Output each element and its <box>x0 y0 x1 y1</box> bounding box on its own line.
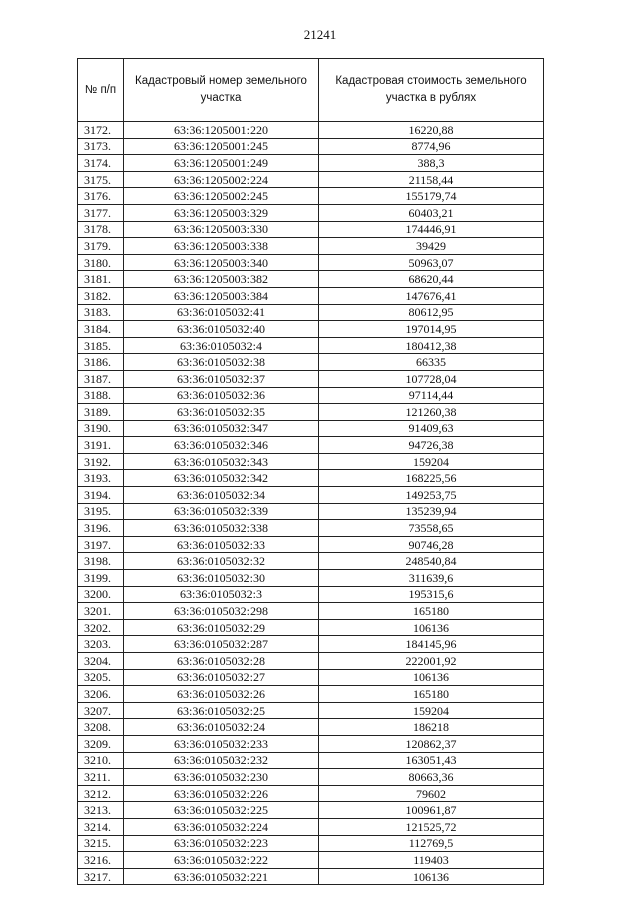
cell-row-number: 3187. <box>78 370 124 387</box>
cell-row-number: 3172. <box>78 122 124 139</box>
cell-row-number: 3191. <box>78 437 124 454</box>
cadastral-value-table <box>77 58 544 885</box>
table-body <box>78 122 544 885</box>
cell-cadastral-value: 222001,92 <box>319 653 544 670</box>
table-row <box>78 785 544 802</box>
cell-cadastral-value: 121260,38 <box>319 404 544 421</box>
table-header <box>78 59 544 122</box>
cell-cadastral-value: 66335 <box>319 354 544 371</box>
cell-cadastral-number: 63:36:0105032:41 <box>124 304 319 321</box>
cell-cadastral-number: 63:36:0105032:28 <box>124 653 319 670</box>
cell-row-number: 3184. <box>78 321 124 338</box>
cell-row-number: 3181. <box>78 271 124 288</box>
cell-cadastral-value: 174446,91 <box>319 221 544 238</box>
cell-row-number: 3199. <box>78 570 124 587</box>
cell-cadastral-value: 94726,38 <box>319 437 544 454</box>
cell-cadastral-value: 184145,96 <box>319 636 544 653</box>
cell-row-number: 3208. <box>78 719 124 736</box>
table-row <box>78 669 544 686</box>
cell-row-number: 3203. <box>78 636 124 653</box>
cell-cadastral-number: 63:36:0105032:223 <box>124 835 319 852</box>
cell-cadastral-number: 63:36:0105032:225 <box>124 802 319 819</box>
cell-row-number: 3209. <box>78 735 124 752</box>
cell-cadastral-value: 159204 <box>319 453 544 470</box>
cell-cadastral-number: 63:36:0105032:26 <box>124 686 319 703</box>
cell-cadastral-number: 63:36:0105032:222 <box>124 852 319 869</box>
table-row <box>78 453 544 470</box>
table-row <box>78 171 544 188</box>
cell-cadastral-value: 106136 <box>319 619 544 636</box>
cell-cadastral-value: 248540,84 <box>319 553 544 570</box>
cell-cadastral-number: 63:36:0105032:36 <box>124 387 319 404</box>
table-row <box>78 852 544 869</box>
cell-cadastral-value: 135239,94 <box>319 503 544 520</box>
cell-cadastral-value: 8774,96 <box>319 138 544 155</box>
cell-cadastral-value: 147676,41 <box>319 287 544 304</box>
table-row <box>78 238 544 255</box>
table-row <box>78 337 544 354</box>
table-row <box>78 802 544 819</box>
cell-cadastral-value: 112769,5 <box>319 835 544 852</box>
cell-cadastral-number: 63:36:1205002:245 <box>124 188 319 205</box>
cell-row-number: 3178. <box>78 221 124 238</box>
table-row <box>78 636 544 653</box>
cell-cadastral-number: 63:36:0105032:25 <box>124 702 319 719</box>
cell-cadastral-value: 159204 <box>319 702 544 719</box>
cell-cadastral-number: 63:36:0105032:338 <box>124 520 319 537</box>
table-row <box>78 686 544 703</box>
cell-row-number: 3205. <box>78 669 124 686</box>
cell-cadastral-number: 63:36:0105032:343 <box>124 453 319 470</box>
table-row <box>78 702 544 719</box>
cell-cadastral-value: 106136 <box>319 868 544 885</box>
cell-cadastral-value: 60403,21 <box>319 204 544 221</box>
cell-cadastral-number: 63:36:0105032:3 <box>124 586 319 603</box>
header-cadastral-number: Кадастровый номер земельного участка <box>124 59 319 122</box>
cell-cadastral-value: 149253,75 <box>319 487 544 504</box>
cell-row-number: 3202. <box>78 619 124 636</box>
table-row <box>78 536 544 553</box>
table-row <box>78 271 544 288</box>
cell-cadastral-number: 63:36:0105032:37 <box>124 370 319 387</box>
cell-row-number: 3204. <box>78 653 124 670</box>
cell-cadastral-value: 168225,56 <box>319 470 544 487</box>
table-row <box>78 735 544 752</box>
cell-cadastral-value: 165180 <box>319 603 544 620</box>
cell-cadastral-number: 63:36:0105032:346 <box>124 437 319 454</box>
table-row <box>78 420 544 437</box>
cell-row-number: 3176. <box>78 188 124 205</box>
table-row <box>78 188 544 205</box>
table-row <box>78 254 544 271</box>
cell-row-number: 3197. <box>78 536 124 553</box>
cell-cadastral-number: 63:36:0105032:40 <box>124 321 319 338</box>
table-row <box>78 221 544 238</box>
table-row <box>78 835 544 852</box>
table-row <box>78 155 544 172</box>
cell-row-number: 3180. <box>78 254 124 271</box>
cell-cadastral-value: 50963,07 <box>319 254 544 271</box>
cell-cadastral-value: 197014,95 <box>319 321 544 338</box>
table-row <box>78 553 544 570</box>
cell-row-number: 3198. <box>78 553 124 570</box>
cell-row-number: 3182. <box>78 287 124 304</box>
cell-row-number: 3173. <box>78 138 124 155</box>
cell-cadastral-value: 80663,36 <box>319 769 544 786</box>
cell-row-number: 3183. <box>78 304 124 321</box>
cell-row-number: 3196. <box>78 520 124 537</box>
cell-cadastral-number: 63:36:0105032:38 <box>124 354 319 371</box>
table-row <box>78 653 544 670</box>
cell-row-number: 3177. <box>78 204 124 221</box>
cell-row-number: 3211. <box>78 769 124 786</box>
cell-cadastral-number: 63:36:0105032:287 <box>124 636 319 653</box>
cell-cadastral-number: 63:36:1205003:384 <box>124 287 319 304</box>
cell-cadastral-value: 163051,43 <box>319 752 544 769</box>
cell-cadastral-value: 120862,37 <box>319 735 544 752</box>
cell-cadastral-number: 63:36:1205003:340 <box>124 254 319 271</box>
table-row <box>78 619 544 636</box>
table-row <box>78 470 544 487</box>
cell-cadastral-value: 180412,38 <box>319 337 544 354</box>
cell-row-number: 3192. <box>78 453 124 470</box>
cell-cadastral-value: 311639,6 <box>319 570 544 587</box>
table-row <box>78 769 544 786</box>
table-row <box>78 868 544 885</box>
cell-cadastral-value: 80612,95 <box>319 304 544 321</box>
cell-cadastral-value: 195315,6 <box>319 586 544 603</box>
table-row <box>78 304 544 321</box>
cell-cadastral-number: 63:36:1205003:338 <box>124 238 319 255</box>
table-row <box>78 321 544 338</box>
table-row <box>78 520 544 537</box>
cell-cadastral-value: 121525,72 <box>319 818 544 835</box>
cell-cadastral-number: 63:36:0105032:339 <box>124 503 319 520</box>
table-row <box>78 752 544 769</box>
table-row <box>78 404 544 421</box>
cell-cadastral-value: 119403 <box>319 852 544 869</box>
cell-row-number: 3217. <box>78 868 124 885</box>
table-row <box>78 818 544 835</box>
cell-cadastral-number: 63:36:0105032:4 <box>124 337 319 354</box>
cell-row-number: 3206. <box>78 686 124 703</box>
cell-cadastral-number: 63:36:1205003:382 <box>124 271 319 288</box>
cell-row-number: 3216. <box>78 852 124 869</box>
cell-row-number: 3189. <box>78 404 124 421</box>
cell-cadastral-number: 63:36:1205001:220 <box>124 122 319 139</box>
cell-row-number: 3201. <box>78 603 124 620</box>
table-row <box>78 719 544 736</box>
table-row <box>78 387 544 404</box>
cell-cadastral-value: 73558,65 <box>319 520 544 537</box>
cell-row-number: 3215. <box>78 835 124 852</box>
cell-row-number: 3207. <box>78 702 124 719</box>
cell-cadastral-number: 63:36:1205003:329 <box>124 204 319 221</box>
cell-cadastral-number: 63:36:0105032:232 <box>124 752 319 769</box>
cell-row-number: 3214. <box>78 818 124 835</box>
cell-cadastral-value: 90746,28 <box>319 536 544 553</box>
cell-cadastral-number: 63:36:1205001:245 <box>124 138 319 155</box>
cell-row-number: 3194. <box>78 487 124 504</box>
table-row <box>78 122 544 139</box>
cell-cadastral-number: 63:36:1205001:249 <box>124 155 319 172</box>
table-row <box>78 487 544 504</box>
cell-cadastral-number: 63:36:0105032:342 <box>124 470 319 487</box>
cell-cadastral-number: 63:36:0105032:27 <box>124 669 319 686</box>
cell-row-number: 3190. <box>78 420 124 437</box>
cell-cadastral-number: 63:36:1205002:224 <box>124 171 319 188</box>
cell-cadastral-value: 388,3 <box>319 155 544 172</box>
cell-cadastral-value: 39429 <box>319 238 544 255</box>
cell-cadastral-number: 63:36:0105032:224 <box>124 818 319 835</box>
cell-cadastral-number: 63:36:0105032:226 <box>124 785 319 802</box>
cell-cadastral-value: 186218 <box>319 719 544 736</box>
cell-cadastral-value: 100961,87 <box>319 802 544 819</box>
cell-row-number: 3185. <box>78 337 124 354</box>
table-row <box>78 204 544 221</box>
cell-cadastral-number: 63:36:0105032:221 <box>124 868 319 885</box>
table-row <box>78 570 544 587</box>
cell-cadastral-number: 63:36:0105032:29 <box>124 619 319 636</box>
cell-cadastral-value: 79602 <box>319 785 544 802</box>
cell-row-number: 3179. <box>78 238 124 255</box>
cell-row-number: 3195. <box>78 503 124 520</box>
cell-cadastral-number: 63:36:0105032:233 <box>124 735 319 752</box>
cell-cadastral-value: 97114,44 <box>319 387 544 404</box>
cell-cadastral-value: 91409,63 <box>319 420 544 437</box>
cell-cadastral-number: 63:36:0105032:34 <box>124 487 319 504</box>
cell-cadastral-value: 107728,04 <box>319 370 544 387</box>
cell-row-number: 3186. <box>78 354 124 371</box>
table-row <box>78 603 544 620</box>
cell-cadastral-number: 63:36:0105032:347 <box>124 420 319 437</box>
table-row <box>78 287 544 304</box>
header-row <box>78 59 544 122</box>
cell-row-number: 3188. <box>78 387 124 404</box>
table-row <box>78 586 544 603</box>
header-cadastral-value: Кадастровая стоимость земельного участка в рублях <box>319 59 544 122</box>
cell-cadastral-number: 63:36:1205003:330 <box>124 221 319 238</box>
cell-cadastral-value: 21158,44 <box>319 171 544 188</box>
cell-cadastral-number: 63:36:0105032:33 <box>124 536 319 553</box>
cell-cadastral-value: 165180 <box>319 686 544 703</box>
cell-row-number: 3213. <box>78 802 124 819</box>
cell-cadastral-number: 63:36:0105032:230 <box>124 769 319 786</box>
cell-cadastral-value: 106136 <box>319 669 544 686</box>
page-number: 21241 <box>303 27 337 42</box>
cell-row-number: 3212. <box>78 785 124 802</box>
table-row <box>78 138 544 155</box>
table-row <box>78 370 544 387</box>
cell-cadastral-value: 68620,44 <box>319 271 544 288</box>
cell-cadastral-value: 155179,74 <box>319 188 544 205</box>
table-row <box>78 437 544 454</box>
table-row <box>78 503 544 520</box>
header-row-number: № п/п <box>78 59 124 122</box>
cell-row-number: 3175. <box>78 171 124 188</box>
cell-row-number: 3200. <box>78 586 124 603</box>
cell-row-number: 3174. <box>78 155 124 172</box>
cell-cadastral-number: 63:36:0105032:298 <box>124 603 319 620</box>
cell-cadastral-number: 63:36:0105032:35 <box>124 404 319 421</box>
cell-row-number: 3193. <box>78 470 124 487</box>
cell-cadastral-number: 63:36:0105032:24 <box>124 719 319 736</box>
cell-cadastral-number: 63:36:0105032:32 <box>124 553 319 570</box>
cell-cadastral-number: 63:36:0105032:30 <box>124 570 319 587</box>
cell-cadastral-value: 16220,88 <box>319 122 544 139</box>
cell-row-number: 3210. <box>78 752 124 769</box>
table-row <box>78 354 544 371</box>
